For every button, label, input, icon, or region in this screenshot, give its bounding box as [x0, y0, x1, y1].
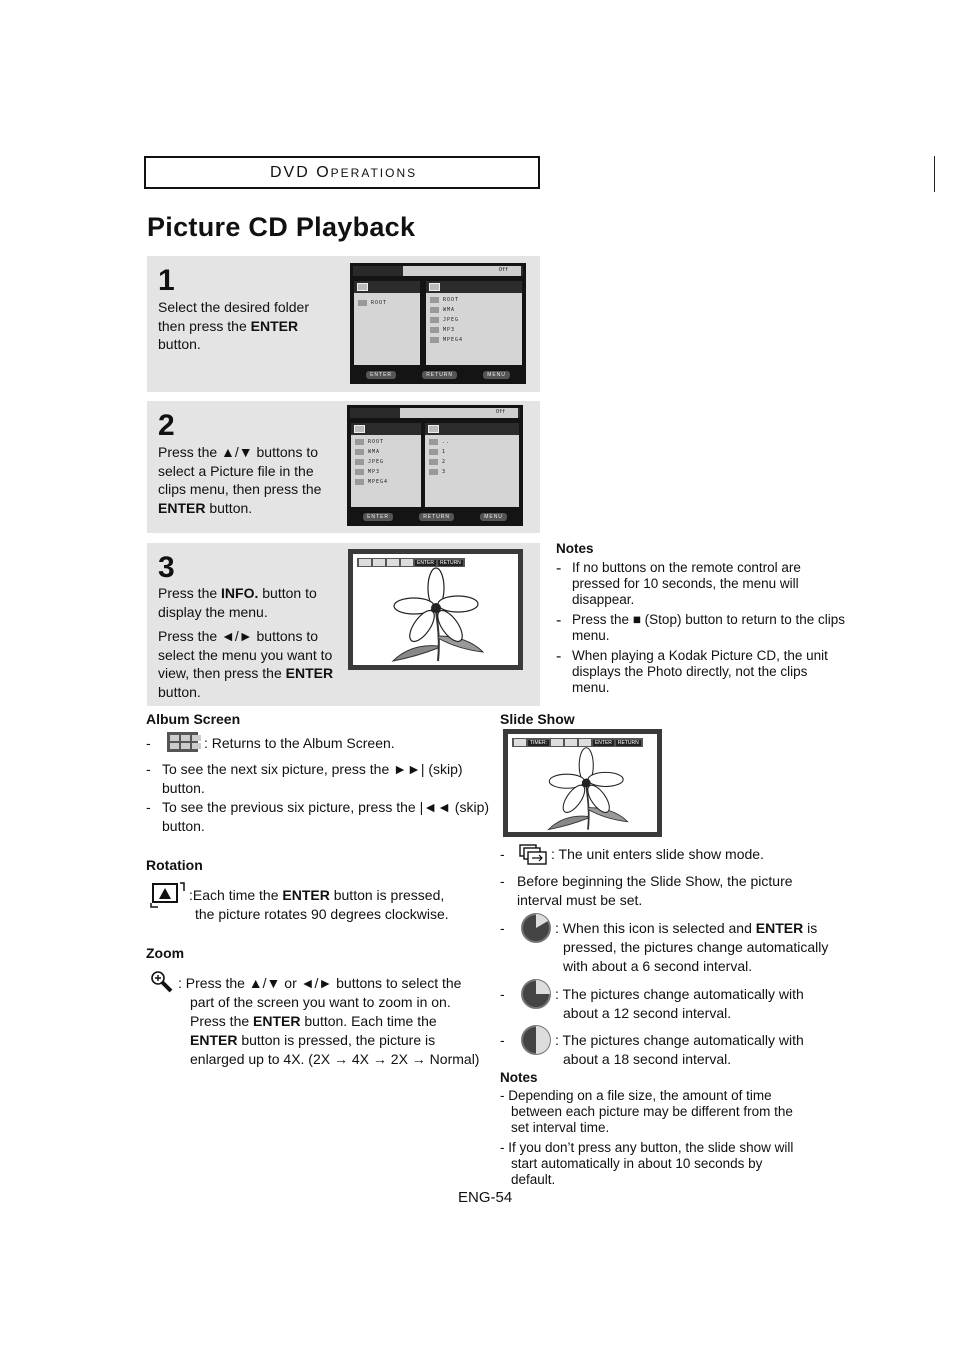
step-3-number: 3 [158, 551, 175, 584]
margin-rule [934, 156, 935, 192]
rotate-icon [148, 881, 188, 909]
step-1-line: button. [158, 336, 201, 352]
step-2-text: Press the ▲/▼ buttons to select a Picture file in the clips menu, then press the ENTER button. [158, 444, 322, 516]
dash: - [500, 986, 505, 1002]
section-header-rest: PERATIONS [330, 165, 418, 180]
slideshow-icon [519, 844, 549, 866]
step-3-text: Press the INFO. button to display the menu. Press the ◄/► buttons to select the menu you want to view, then press the ENTER button. [158, 585, 334, 700]
zoom-heading: Zoom [146, 945, 185, 961]
step-1-number: 1 [158, 264, 175, 297]
file-pane: ROOT WMA JPEG MP3 MPEG4 [426, 281, 522, 365]
timer-12s-icon [520, 978, 552, 1010]
osd-screen-1: Off ROOT ROOT WMA JPEG MP3 MPEG4 ENTER RETURN MENU [350, 263, 526, 384]
note-item: - Press the ■ (Stop) button to return to the clips menu. [556, 612, 846, 643]
dash: - [500, 1032, 505, 1048]
dash: - [500, 846, 505, 862]
step-3-panel [147, 543, 540, 706]
rotation-text: :Each time the ENTER button is pressed, the picture rotates 90 degrees clockwise. [189, 887, 449, 922]
zoom-icon [150, 970, 174, 994]
dash: - [500, 873, 505, 889]
step-1-panel [147, 256, 540, 392]
section-header-lead: DVD O [270, 163, 331, 181]
album-grid-icon [167, 732, 198, 752]
slideshow-photo [503, 729, 662, 837]
slideshow-item-5: : The pictures change automatically with about a 18 second interval. [555, 1032, 804, 1067]
folder-pane: ROOT WMA JPEG MP3 MPEG4 [351, 423, 421, 507]
step-2-number: 2 [158, 409, 175, 442]
notes-heading: Notes [556, 541, 594, 556]
album-item-3: To see the previous six picture, press the |◄◄ (skip) button. [162, 799, 490, 834]
section-header-box [144, 156, 540, 189]
notes-bottom [500, 1070, 830, 1188]
step-1-text [158, 298, 340, 354]
slideshow-item-2: Before beginning the Slide Show, the picture interval must be set. [517, 873, 793, 908]
zoom-text: : Press the ▲/▼ or ◄/► buttons to select the part of the screen you want to zoom in on. Press the ENTER button. Each time the ENTER button is pressed, the picture is enlarged up to 4X. (2X → 4X → 2X → Normal) [178, 975, 480, 1067]
osd-button-bar: ENTER RETURN MENU [353, 369, 523, 381]
step-1-line: then press the ENTER [158, 317, 299, 334]
flower-image [533, 746, 643, 834]
note-item: - Depending on a file size, the amount of time between each picture may be different from the set interval time. [500, 1088, 793, 1135]
notes-heading: Notes [500, 1070, 538, 1085]
file-pane: .. 1 2 3 [425, 423, 519, 507]
slideshow-item-4: : The pictures change automatically with about a 12 second interval. [555, 986, 804, 1021]
page-number: ENG-54 [458, 1189, 513, 1206]
photo-toolbar: ENTER RETURN [357, 558, 465, 567]
slideshow-item-1: : The unit enters slide show mode. [551, 846, 764, 862]
album-item-1: : Returns to the Album Screen. [204, 735, 395, 751]
osd-screen-2: Off ROOT WMA JPEG MP3 MPEG4 .. 1 2 3 ENTER RETURN MENU [347, 405, 523, 526]
rotation-heading: Rotation [146, 857, 203, 873]
album-item-dash: - [146, 735, 151, 751]
step-2-panel [147, 401, 540, 533]
folder-pane: ROOT [354, 281, 420, 365]
dash: - [146, 761, 151, 777]
note-item: - If no buttons on the remote control are pressed for 10 seconds, the menu will disappear. [556, 560, 801, 607]
slideshow-toolbar: TIMER: ENTER RETURN [512, 738, 643, 747]
slideshow-item-3: : When this icon is selected and ENTER is pressed, the pictures change automatically with about a 6 second interval. [555, 920, 829, 974]
note-item: - When playing a Kodak Picture CD, the unit displays the Photo directly, not the clips menu. [556, 648, 828, 695]
album-item-2: To see the next six picture, press the ►►| (skip) button. [162, 761, 463, 796]
notes-top [556, 541, 846, 696]
page-title: Picture CD Playback [147, 212, 416, 242]
photo-view-3 [348, 549, 523, 670]
slideshow-heading: Slide Show [500, 711, 575, 727]
step-1-line: Select the desired folder [158, 299, 309, 315]
album-heading: Album Screen [146, 711, 241, 727]
flower-image [378, 566, 498, 666]
timer-6s-icon [520, 912, 552, 944]
timer-18s-icon [520, 1024, 552, 1056]
note-item: - If you don’t press any button, the slide show will start automatically in about 10 seconds by default. [500, 1140, 794, 1187]
dash: - [146, 799, 151, 815]
osd-button-bar: ENTER RETURN MENU [350, 511, 520, 523]
dash: - [500, 920, 505, 936]
